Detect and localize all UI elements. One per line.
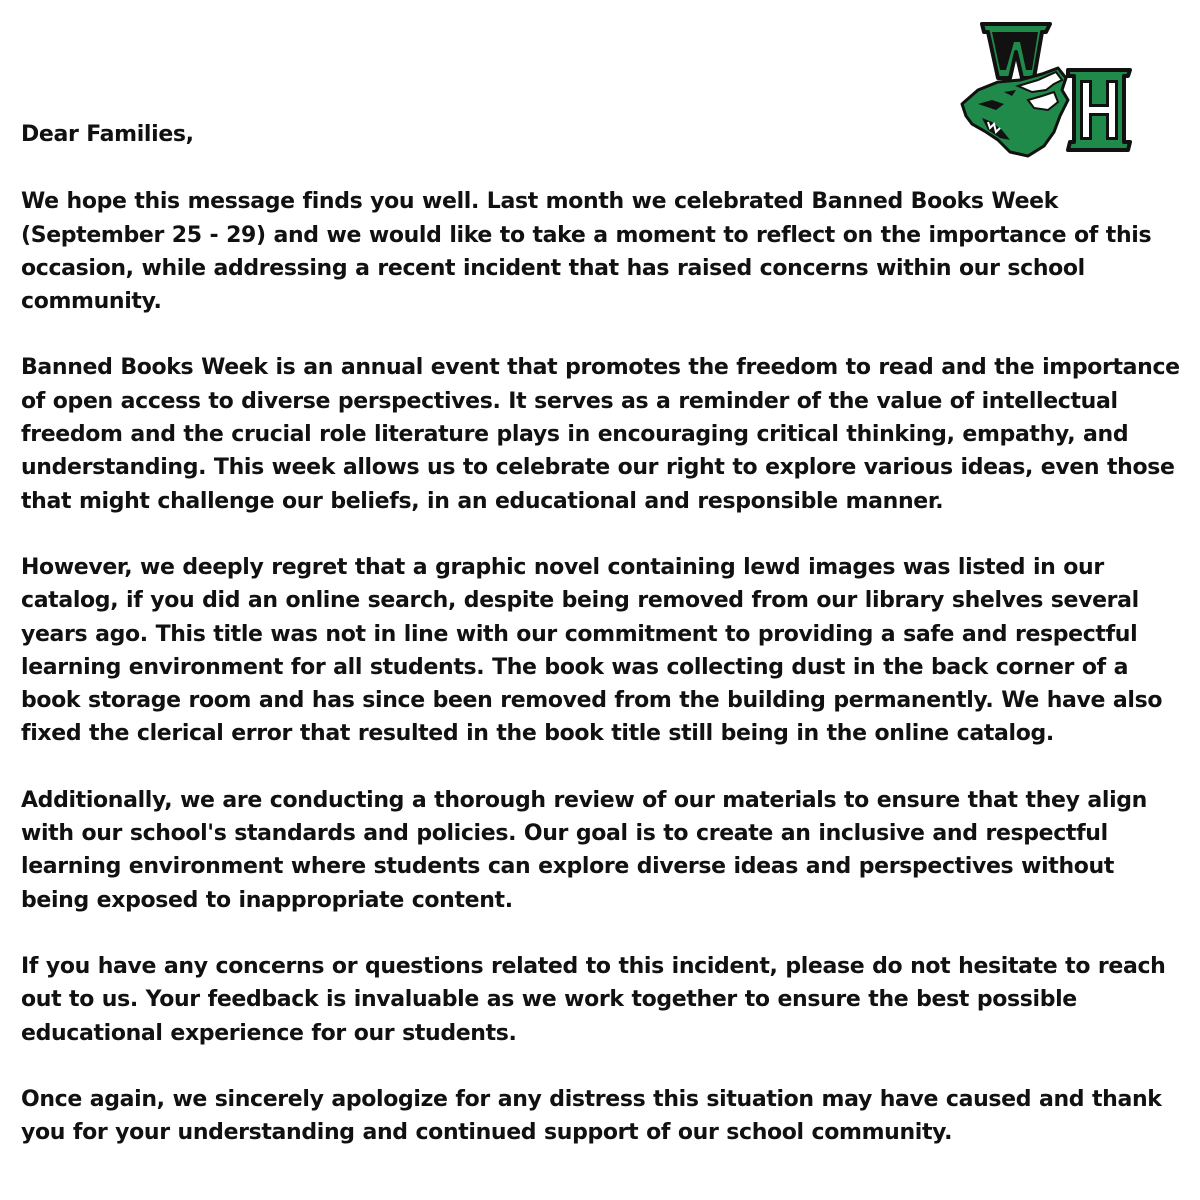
letter-body [21,118,1186,1149]
paragraph-closing: Once again, we sincerely apologize for any distress this situation may have caused and thank you for your understanding and continued support of our school community. [21,1086,1162,1146]
paragraph-banned-books-week: Banned Books Week is an annual event that promotes the freedom to read and the importance of open access to diverse perspectives. It serves as a reminder of the value of intellectual freedom and the crucial role literature plays in encouraging critical thinking, empathy, and understanding. This week allows us to celebrate our right to explore various ideas, even those that might challenge our beliefs, in an educational and responsible manner. [21,355,1180,514]
paragraph-contact: If you have any concerns or questions related to this incident, please do not hesitate to reach out to us. Your feedback is invaluable as we work together to ensure the best possible educational experience for our students. [21,953,1166,1046]
paragraph-intro: We hope this message finds you well. Last month we celebrated Banned Books Week (September 25 - 29) and we would like to take a moment to reflect on the importance of this occasion, while addressing a recent incident that has raised concerns within our school community. [21,189,1152,315]
salutation: Dear Families, [21,122,194,147]
paragraph-incident: However, we deeply regret that a graphic novel containing lewd images was listed in our catalog, if you did an online search, despite being removed from our library shelves several years ago. This title was not in line with our commitment to providing a safe and respectful learning environment for all students. The book was collecting dust in the back corner of a book storage room and has since been removed from the building permanently. We have also fixed the clerical error that resulted in the book title still being in the online catalog. [21,554,1163,747]
paragraph-review: Additionally, we are conducting a thorough review of our materials to ensure that they align with our school's standards and policies. Our goal is to create an inclusive and respectful learning environment where students can explore diverse ideas and perspectives without being exposed to inappropriate content. [21,787,1147,913]
letter-w-icon [982,24,1050,78]
